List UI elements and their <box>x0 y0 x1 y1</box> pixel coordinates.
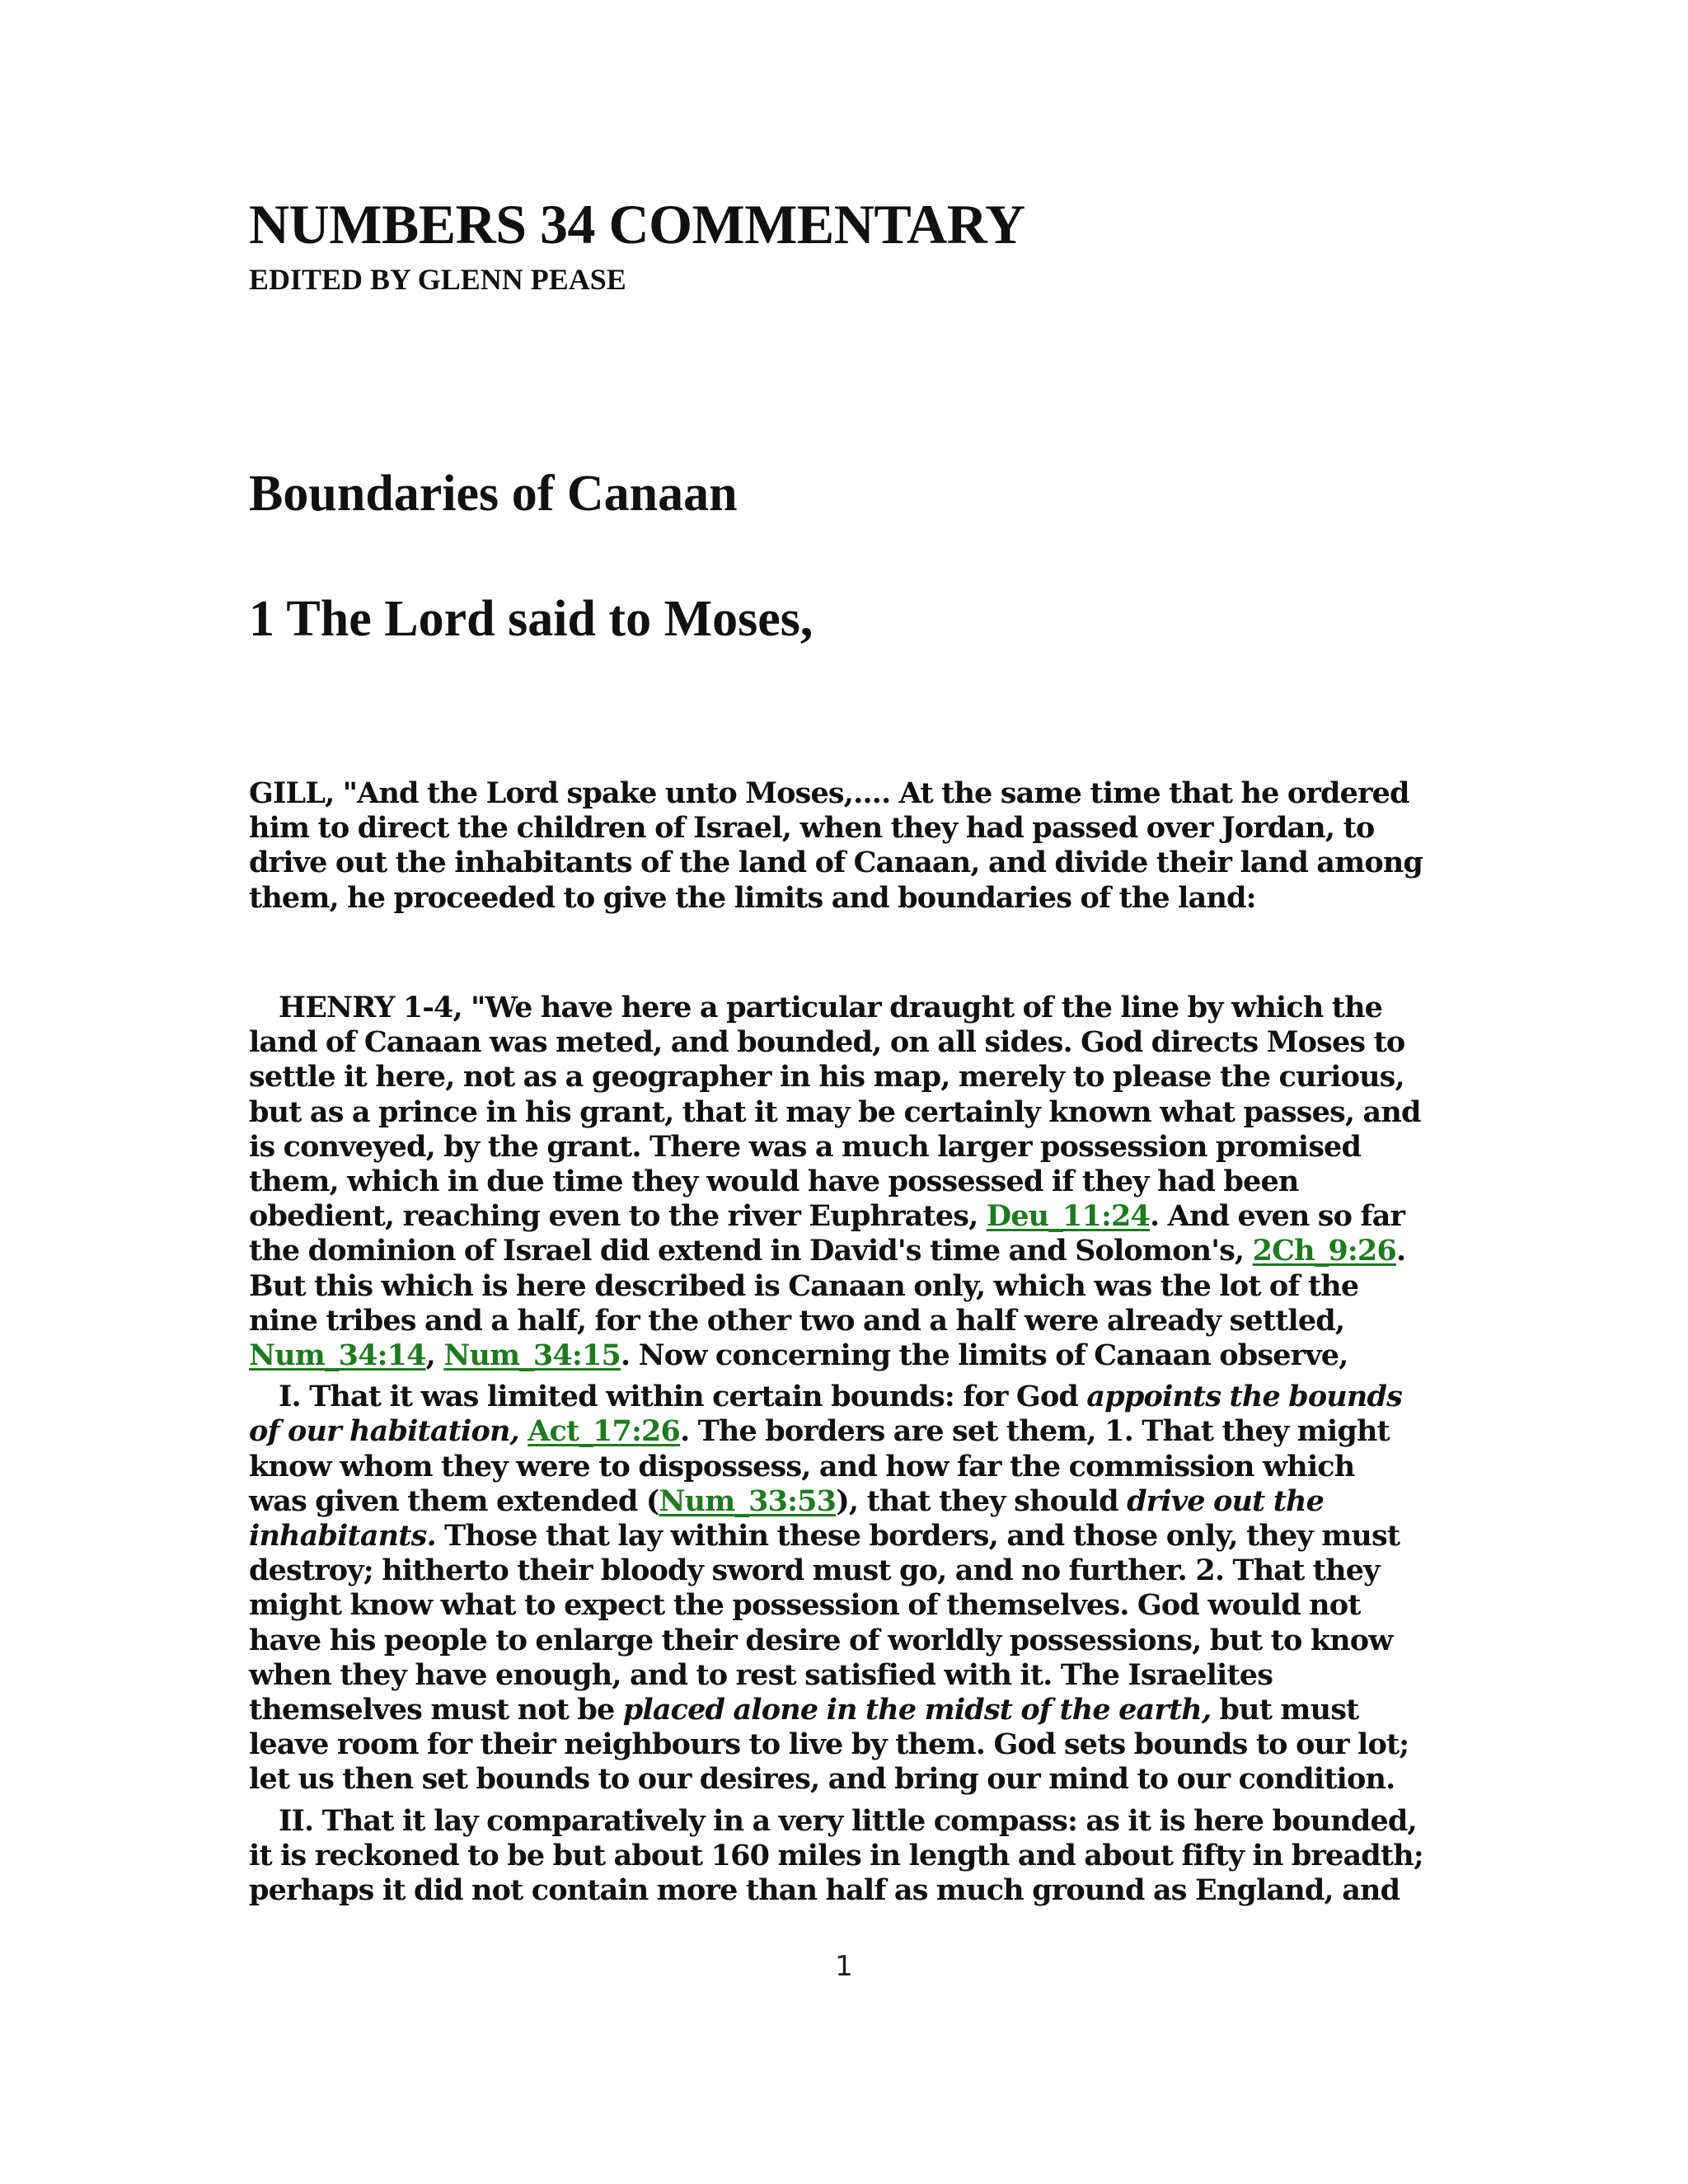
text-line <box>249 1338 1436 1373</box>
text-line: II. That it lay comparatively in a very little compass: as it is here bounded, <box>279 1803 1417 1838</box>
text-line: perhaps it did not contain more than half as much ground as England, and <box>249 1873 1400 1908</box>
italic-text: inhabitants. <box>249 1519 436 1554</box>
text-line <box>249 1484 1436 1519</box>
scripture-link-act-17-26[interactable]: Act_17:26 <box>528 1414 681 1449</box>
text-line: when they have enough, and to rest satisfied with it. The Israelites <box>249 1657 1273 1692</box>
text-run: themselves must not be <box>249 1693 623 1727</box>
gill-commentary <box>249 776 1436 916</box>
text-line: settle it here, not as a geographer in his map, merely to please the curious, <box>249 1060 1404 1094</box>
text-line: but as a prince in his grant, that it may be certainly known what passes, and <box>249 1094 1421 1129</box>
scripture-link-num-34-14[interactable]: Num_34:14 <box>249 1338 426 1373</box>
text-run: I. That it was limited within certain bounds: for God <box>279 1380 1087 1414</box>
text-line <box>249 1519 1436 1554</box>
text-line: nine tribes and a half, for the other two and a half were already settled, <box>249 1303 1345 1338</box>
scripture-link-num-34-15[interactable]: Num_34:15 <box>443 1338 621 1373</box>
text-run: Those that lay within these borders, and those only, they must <box>435 1519 1400 1554</box>
text-line <box>249 1199 1436 1234</box>
scripture-link-deu-11-24[interactable]: Deu_11:24 <box>986 1199 1151 1234</box>
italic-text: of our habitation, <box>249 1414 519 1449</box>
verse-heading: 1 The Lord said to Moses, <box>249 591 814 647</box>
text-run: obedient, reaching even to the river Euphrates, <box>249 1199 987 1234</box>
text-line: them, he proceeded to give the limits and boundaries of the land: <box>249 880 1256 915</box>
document-subtitle: EDITED BY GLENN PEASE <box>249 263 626 296</box>
text-run: . The borders are set them, 1. That they might <box>680 1414 1390 1449</box>
section-heading: Boundaries of Canaan <box>249 466 738 522</box>
text-line <box>249 1380 1436 1414</box>
henry-commentary <box>249 991 1436 1908</box>
text-run: but must <box>1211 1693 1359 1727</box>
text-run: . <box>1395 1234 1406 1268</box>
text-line: might know what to expect the possession of themselves. God would not <box>249 1588 1361 1623</box>
page-number: 1 <box>835 1950 853 1983</box>
text-line: land of Canaan was meted, and bounded, on all sides. God directs Moses to <box>249 1025 1405 1060</box>
text-line: HENRY 1-4, "We have here a particular draught of the line by which the <box>279 991 1383 1024</box>
text-line: leave room for their neighbours to live by them. God sets bounds to our lot; <box>249 1727 1409 1762</box>
document-title: NUMBERS 34 COMMENTARY <box>249 193 1025 255</box>
text-line: drive out the inhabitants of the land of Canaan, and divide their land among <box>249 846 1423 880</box>
italic-text: drive out the <box>1127 1483 1325 1518</box>
text-line: know whom they were to dispossess, and how far the commission which <box>249 1449 1355 1483</box>
text-line: destroy; hitherto their bloody sword must go, and no further. 2. That they <box>249 1554 1380 1588</box>
scripture-link-num-33-53[interactable]: Num_33:53 <box>659 1483 837 1518</box>
text-run: was given them extended ( <box>249 1483 659 1518</box>
text-run: ), that they should <box>836 1483 1128 1518</box>
scripture-link-2ch-9-26[interactable]: 2Ch_9:26 <box>1252 1234 1396 1268</box>
text-line: it is reckoned to be but about 160 miles in length and about fifty in breadth; <box>249 1838 1423 1872</box>
text-line <box>249 1234 1436 1268</box>
text-run: the dominion of Israel did extend in David's time and Solomon's, <box>249 1234 1253 1268</box>
text-run: , <box>425 1338 444 1373</box>
text-line: them, which in due time they would have possessed if they had been <box>249 1165 1299 1199</box>
italic-text: appoints the bounds <box>1086 1380 1402 1414</box>
text-line: GILL, "And the Lord spake unto Moses,.... At the same time that he ordered <box>249 776 1409 810</box>
text-run: . And even so far <box>1150 1199 1405 1234</box>
text-line: have his people to enlarge their desire of worldly possessions, but to know <box>249 1623 1393 1657</box>
text-line: is conveyed, by the grant. There was a much larger possession promised <box>249 1129 1362 1164</box>
text-run <box>519 1414 528 1448</box>
text-line: But this which is here described is Canaan only, which was the lot of the <box>249 1268 1359 1303</box>
text-line: him to direct the children of Israel, when they had passed over Jordan, to <box>249 811 1375 846</box>
text-line: let us then set bounds to our desires, and bring our mind to our condition. <box>249 1762 1395 1797</box>
text-run: . Now concerning the limits of Canaan observe, <box>620 1338 1348 1373</box>
text-line <box>249 1693 1436 1727</box>
text-line <box>249 1414 1436 1449</box>
italic-text: placed alone in the midst of the earth, <box>622 1693 1212 1727</box>
